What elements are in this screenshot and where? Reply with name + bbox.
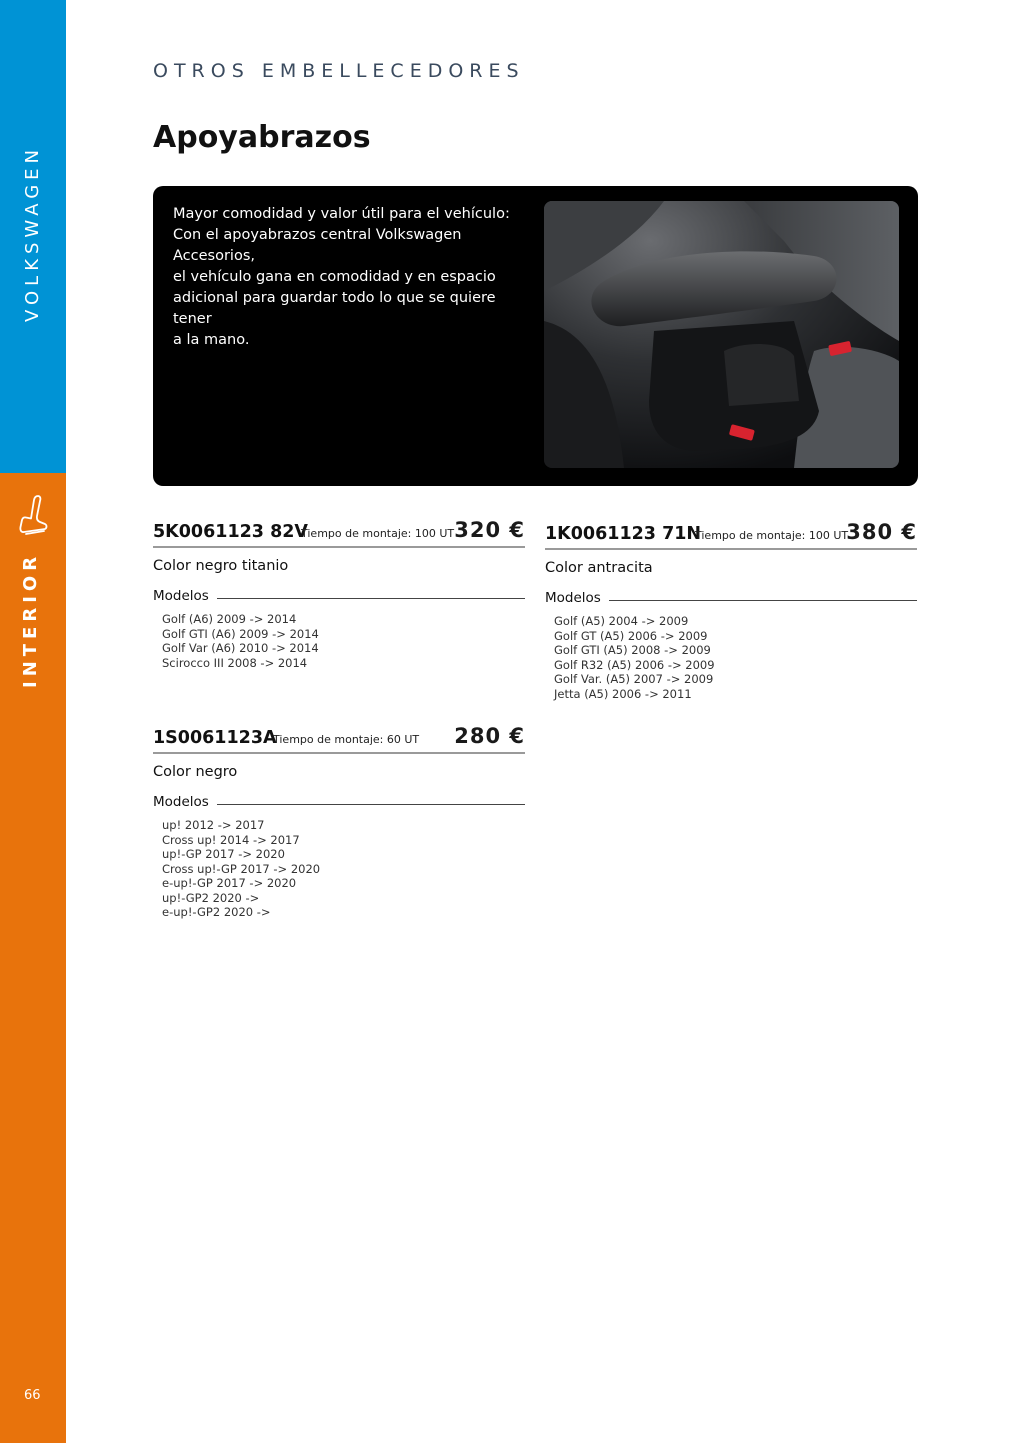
- page-number: 66: [24, 1388, 41, 1403]
- models-heading: [153, 794, 525, 812]
- product-price: 320 €: [454, 518, 525, 542]
- product-color: Color negro titanio: [153, 558, 289, 574]
- product-price: 380 €: [846, 520, 917, 544]
- seat-icon: [18, 494, 50, 538]
- product-header: [153, 724, 525, 754]
- page-title: Apoyabrazos: [153, 120, 371, 155]
- product-card: [153, 518, 525, 670]
- hero-line: Mayor comodidad y valor útil para el vehículo:: [173, 206, 510, 222]
- models-label: Modelos: [153, 588, 217, 604]
- models-heading: [545, 590, 917, 608]
- models-heading: [153, 588, 525, 606]
- mounting-time: Tiempo de montaje: 60 UT: [273, 733, 420, 746]
- list-item: Cross up!-GP 2017 -> 2020: [162, 861, 321, 876]
- list-item: Golf (A6) 2009 -> 2014: [162, 612, 297, 626]
- product-header: [545, 520, 917, 550]
- product-card: [153, 724, 525, 920]
- list-item: up!-GP2 2020 ->: [162, 890, 260, 905]
- hero-description: [173, 204, 523, 351]
- models-label: Modelos: [545, 590, 609, 606]
- product-color: Color negro: [153, 764, 238, 780]
- product-header: [153, 518, 525, 548]
- list-item: Scirocco III 2008 -> 2014: [162, 655, 308, 670]
- product-code: 5K0061123 82V: [153, 522, 308, 542]
- list-item: up!-GP 2017 -> 2020: [162, 847, 285, 861]
- product-price: 280 €: [454, 724, 525, 748]
- hero-panel: [153, 186, 918, 486]
- list-item: Golf R32 (A5) 2006 -> 2009: [554, 657, 715, 672]
- brand-label: VOLKSWAGEN: [22, 144, 43, 322]
- list-item: Golf GT (A5) 2006 -> 2009: [554, 628, 708, 643]
- mounting-time: Tiempo de montaje: 100 UT: [301, 527, 455, 540]
- section-title: OTROS EMBELLECEDORES: [153, 60, 525, 82]
- list-item: Golf (A5) 2004 -> 2009: [554, 614, 689, 628]
- model-list: [162, 612, 525, 670]
- list-item: Golf GTI (A6) 2009 -> 2014: [162, 626, 319, 641]
- product-color: Color antracita: [545, 560, 653, 576]
- hero-line: a la mano.: [173, 332, 250, 348]
- models-label: Modelos: [153, 794, 217, 810]
- list-item: Cross up! 2014 -> 2017: [162, 832, 300, 847]
- mounting-time: Tiempo de montaje: 100 UT: [695, 529, 849, 542]
- model-list: [554, 614, 917, 701]
- list-item: e-up!-GP 2017 -> 2020: [162, 876, 297, 890]
- product-card: [545, 520, 917, 701]
- list-item: e-up!-GP2 2020 ->: [162, 905, 271, 919]
- hero-line: el vehículo gana en comodidad y en espacio: [173, 269, 496, 285]
- hero-line: adicional para guardar todo lo que se quiere tener: [173, 290, 496, 327]
- model-list: [162, 818, 525, 920]
- section-label: INTERIOR: [20, 551, 41, 688]
- armrest-photo: [544, 201, 899, 468]
- list-item: Golf Var (A6) 2010 -> 2014: [162, 641, 319, 655]
- list-item: Golf GTI (A5) 2008 -> 2009: [554, 643, 711, 657]
- list-item: up! 2012 -> 2017: [162, 818, 265, 832]
- armrest-illustration: [544, 201, 899, 468]
- list-item: Golf Var. (A5) 2007 -> 2009: [554, 672, 714, 686]
- list-item: Jetta (A5) 2006 -> 2011: [554, 686, 692, 701]
- product-code: 1S0061123A: [153, 728, 277, 748]
- hero-line: Con el apoyabrazos central Volkswagen Accesorios,: [173, 227, 462, 264]
- product-code: 1K0061123 71N: [545, 524, 702, 544]
